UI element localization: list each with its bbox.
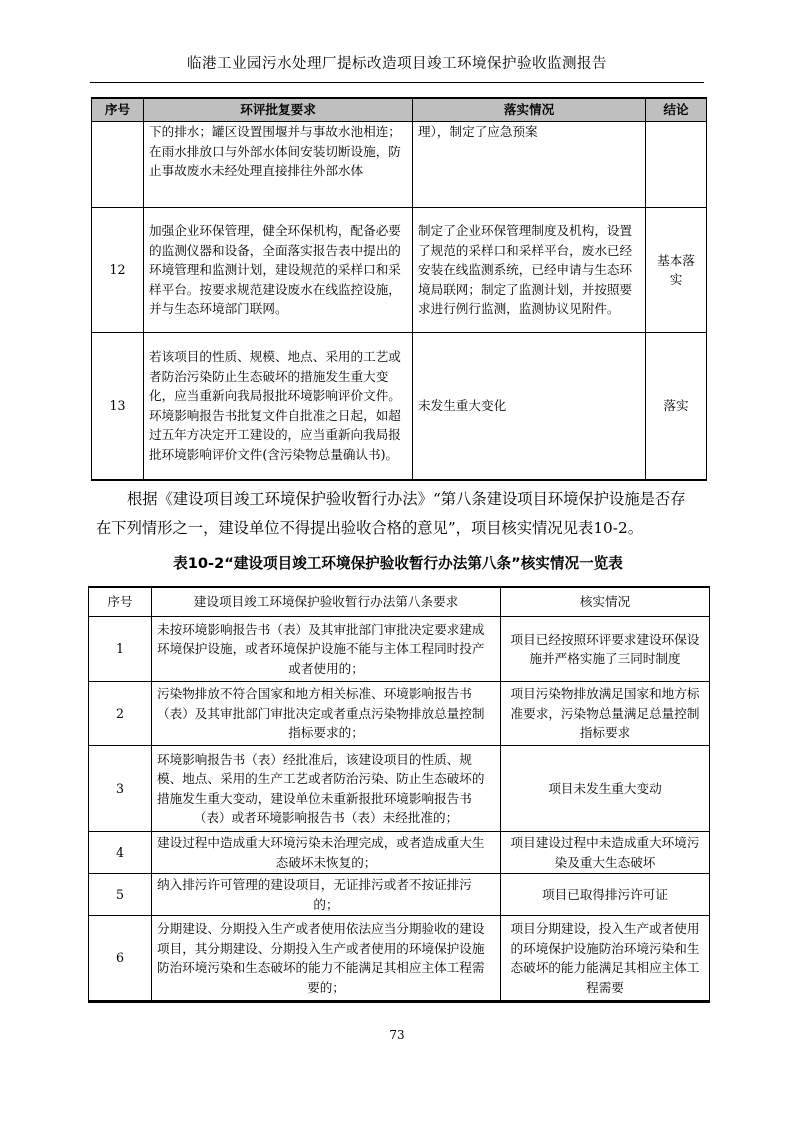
page-number: 73 (389, 1028, 405, 1042)
col-header-requirement: 环评批复要求 (144, 98, 413, 122)
table-row (89, 682, 710, 746)
row-implementation: 理），制定了应急预案 (413, 122, 646, 208)
row-verification: 项目未发生重大变动 (501, 746, 710, 832)
row-requirement: 建设过程中造成重大环境污染未治理完成，或者造成重大生态破坏未恢复的； (152, 832, 501, 874)
row-requirement: 分期建设、分期投入生产或者使用依法应当分期验收的建设项目，其分期建设、分期投入生产或者使用的环境保护设施防治环境污染和生态破坏的能力不能满足其相应主体工程需要的； (152, 916, 501, 1002)
table-caption: 表10-2“建设项目竣工环境保护验收暂行办法第八条”核实情况一览表 (173, 555, 623, 572)
row-requirement: 下的排水；罐区设置围堰并与事故水池相连；在雨水排放口与外部水体间安装切断设施，防止事故废水未经处理直接排往外部水体 (144, 122, 413, 208)
approval-requirements-table (91, 97, 707, 481)
table-row (92, 122, 707, 208)
row-implementation: 制定了企业环保管理制度及机构，设置了规范的采样口和采样平台，废水已经安装在线监测系统，已经申请与生态环境局联网；制定了监测计划，并按照要求进行例行监测，监测协议见附件。 (413, 208, 646, 333)
row-no: 6 (89, 916, 152, 1002)
col-header-conclusion: 结论 (646, 98, 707, 122)
col-header-no: 序号 (92, 98, 144, 122)
row-conclusion: 落实 (646, 333, 707, 480)
table-row (89, 617, 710, 682)
row-requirement: 若该项目的性质、规模、地点、采用的工艺或者防治污染防止生态破坏的措施发生重大变化，应当重新向我局报批环境影响评价文件。环境影响报告书批复文件自批准之日起，如超过五年方决定开工建设的，应当重新向我局报批环境影响评价文件(含污染物总量确认书)。 (144, 333, 413, 480)
row-no: 3 (89, 746, 152, 832)
row-no: 1 (89, 617, 152, 682)
row-requirement: 加强企业环保管理，健全环保机构，配备必要的监测仪器和设备，全面落实报告表中提出的环境管理和监测计划，建设规范的采样口和采样平台。按要求规范建设废水在线监控设施，并与生态环境部门联网。 (144, 208, 413, 333)
table-row (89, 916, 710, 1002)
row-no: 2 (89, 682, 152, 746)
table-row (89, 746, 710, 832)
col-header-verification: 核实情况 (501, 587, 710, 617)
report-header-title: 临港工业园污水处理厂提标改造项目竣工环境保护验收监测报告 (187, 56, 607, 72)
col-header-no: 序号 (89, 587, 152, 617)
row-requirement: 未按环境影响报告书（表）及其审批部门审批决定要求建成环境保护设施，或者环境保护设施不能与主体工程同时投产或者使用的； (152, 617, 501, 682)
row-verification: 项目分期建设，投入生产或者使用的环境保护设施防治环境污染和生态破坏的能力能满足其相应主体工程需要 (501, 916, 710, 1002)
table-header-row (89, 587, 710, 617)
col-header-article-requirement: 建设项目竣工环境保护验收暂行办法第八条要求 (152, 587, 501, 617)
body-paragraph: 根据《建设项目竣工环境保护验收暂行办法》“第八条建设项目环境保护设施是否存在下列情形之一，建设单位不得提出验收合格的意见”，项目核实情况见表10-2。 (96, 490, 686, 537)
row-requirement: 纳入排污许可管理的建设项目，无证排污或者不按证排污的； (152, 874, 501, 916)
header-divider (90, 82, 704, 83)
row-no: 5 (89, 874, 152, 916)
table-row (92, 208, 707, 333)
row-requirement: 污染物排放不符合国家和地方相关标准、环境影响报告书（表）及其审批部门审批决定或者重点污染物排放总量控制指标要求的； (152, 682, 501, 746)
row-verification: 项目建设过程中未造成重大环境污染及重大生态破坏 (501, 832, 710, 874)
row-verification: 项目已经按照环评要求建设环保设施并严格实施了三同时制度 (501, 617, 710, 682)
row-no: 12 (92, 208, 144, 333)
row-no: 4 (89, 832, 152, 874)
row-requirement: 环境影响报告书（表）经批准后，该建设项目的性质、规模、地点、采用的生产工艺或者防治污染、防止生态破坏的措施发生重大变动，建设单位未重新报批环境影响报告书（表）或者环境影响报告书（表）未经批准的； (152, 746, 501, 832)
row-conclusion (646, 122, 707, 208)
table-row (89, 832, 710, 874)
row-conclusion: 基本落实 (646, 208, 707, 333)
table-header-row (92, 98, 707, 122)
row-no: 13 (92, 333, 144, 480)
table-row (89, 874, 710, 916)
row-no (92, 122, 144, 208)
col-header-implementation: 落实情况 (413, 98, 646, 122)
row-verification: 项目污染物排放满足国家和地方标准要求，污染物总量满足总量控制指标要求 (501, 682, 710, 746)
row-implementation: 未发生重大变化 (413, 333, 646, 480)
table-row (92, 333, 707, 480)
verification-table (88, 586, 710, 1003)
row-verification: 项目已取得排污许可证 (501, 874, 710, 916)
